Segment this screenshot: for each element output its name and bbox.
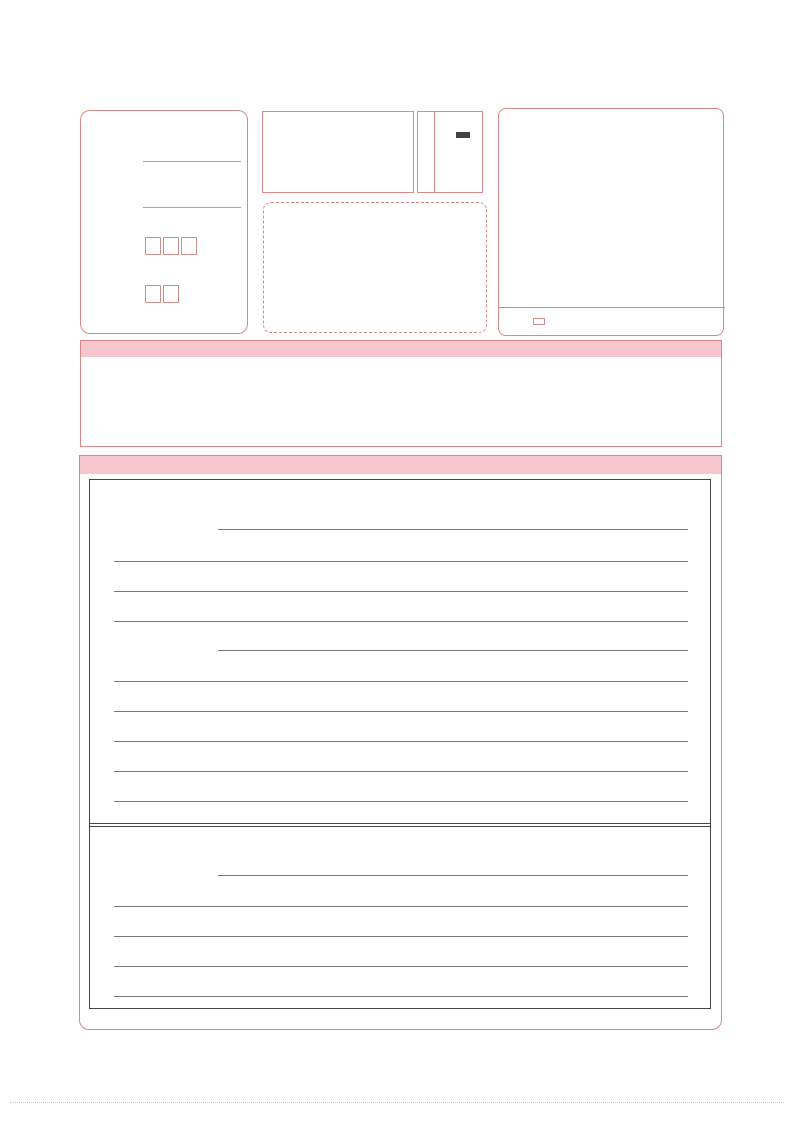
answer-line[interactable] [114, 591, 688, 592]
student-info-box [80, 110, 248, 334]
answer-line[interactable] [114, 621, 688, 622]
choice-section [80, 340, 722, 447]
answer-line[interactable] [114, 741, 688, 742]
exam-number-box [498, 108, 724, 336]
seat-box-1[interactable] [145, 285, 161, 303]
answer-line[interactable] [114, 711, 688, 712]
question-18-box [89, 823, 711, 1009]
answer-line[interactable] [218, 650, 688, 651]
notice-box [262, 111, 414, 193]
question-17-box [89, 479, 711, 827]
class-field[interactable] [143, 161, 241, 162]
answer-line[interactable] [114, 681, 688, 682]
page-edge [10, 1102, 784, 1103]
answer-line[interactable] [114, 996, 688, 997]
seat-box-2[interactable] [163, 285, 179, 303]
answer-line[interactable] [114, 801, 688, 802]
barcode-area [263, 202, 487, 333]
answer-line[interactable] [114, 771, 688, 772]
absent-checkbox[interactable] [533, 318, 545, 325]
answer-section [79, 455, 722, 1030]
divider [434, 112, 435, 192]
answer-header-bar [80, 456, 721, 474]
room-box-1[interactable] [145, 237, 161, 255]
choice-header-bar [81, 341, 721, 357]
notice-item-1 [263, 115, 413, 117]
room-box-2[interactable] [163, 237, 179, 255]
answer-line[interactable] [114, 906, 688, 907]
room-box-3[interactable] [181, 237, 197, 255]
answer-line[interactable] [114, 561, 688, 562]
answer-line[interactable] [114, 966, 688, 967]
answer-line[interactable] [218, 529, 688, 530]
answer-line[interactable] [114, 936, 688, 937]
correct-fill-mark [456, 132, 470, 138]
divider [499, 307, 725, 308]
name-field[interactable] [143, 207, 241, 208]
answer-line[interactable] [218, 875, 688, 876]
fill-example-box [417, 111, 483, 193]
